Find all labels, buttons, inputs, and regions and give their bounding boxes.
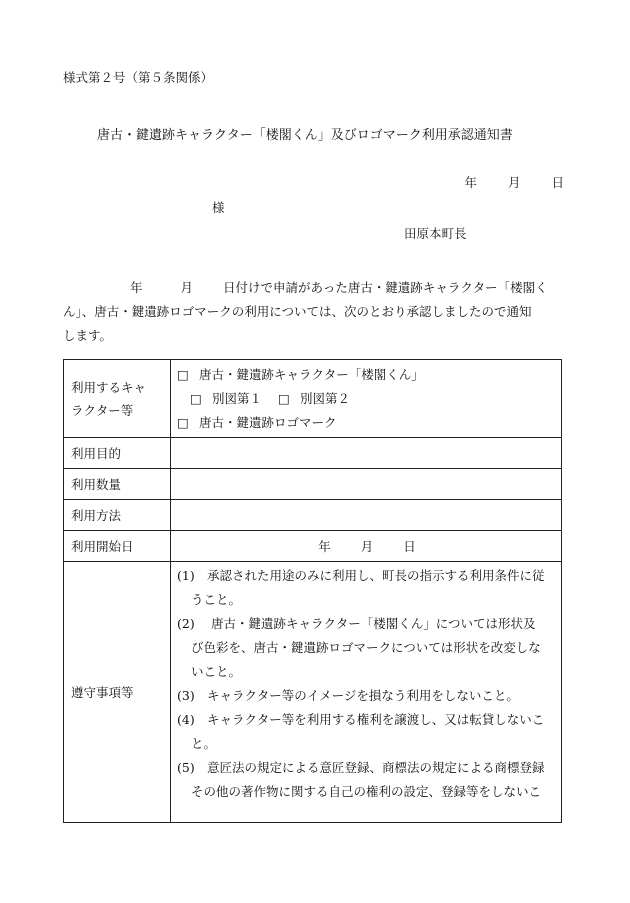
document-title: 唐古・鍵遺跡キャラクター「楼閣くん」及びロゴマーク利用承認通知書 <box>97 128 513 143</box>
notice-body <box>63 276 568 348</box>
checkbox-icon[interactable]: □ <box>177 414 189 430</box>
start-date-field[interactable]: 年 月 日 <box>171 531 562 562</box>
date-day-label: 日 <box>551 175 564 190</box>
table-row-quantity <box>64 469 562 500</box>
table-row-start-date <box>64 531 562 562</box>
rule-item-3: (3) キャラクター等のイメージを損なう利用をしないこと。 <box>177 688 519 703</box>
table-row-purpose <box>64 438 562 469</box>
purpose-field[interactable] <box>171 438 562 469</box>
purpose-label: 利用目的 <box>64 438 171 469</box>
addressee-suffix: 様 <box>212 200 225 215</box>
option-rokaku-kun[interactable]: □ 唐古・鍵遺跡キャラクター「楼閣くん」 <box>177 363 557 387</box>
start-date-label: 利用開始日 <box>64 531 171 562</box>
notice-date <box>464 173 564 191</box>
body-line-3: します。 <box>63 328 113 343</box>
rule-item-5: (5) 意匠法の規定による意匠登録、商標法の規定による商標登録 その他の著作物に関する自己の権利の設定、登録等をしないこ <box>177 760 545 799</box>
body-line-1: 年 月 日付けで申請があった唐古・鍵遺跡キャラクター「楼閣く <box>130 280 548 295</box>
characters-options <box>171 360 562 438</box>
method-field[interactable] <box>171 500 562 531</box>
checkbox-icon[interactable]: □ <box>278 390 290 406</box>
characters-label: 利用するキャ ラクター等 <box>64 360 171 438</box>
table-row-characters <box>64 360 562 438</box>
option-figure-2: 別図第２ <box>300 390 351 406</box>
date-year-label: 年 <box>464 175 477 190</box>
rule-item-2: (2) 唐古・鍵遺跡キャラクター「楼閣くん」については形状及 び色彩を、唐古・鍵遺跡ロゴマークについては形状を改変しな いこと。 <box>177 616 541 679</box>
rule-item-4: (4) キャラクター等を利用する権利を譲渡し、又は転貸しないこ と。 <box>177 712 545 751</box>
issuer-name: 田原本町長 <box>404 226 467 241</box>
rule-item-1: (1) 承認された用途のみに利用し、町長の指示する利用条件に従 うこと。 <box>177 568 545 607</box>
table-row-method <box>64 500 562 531</box>
table-row-rules <box>64 562 562 823</box>
option-logo-mark[interactable]: □ 唐古・鍵遺跡ロゴマーク <box>177 411 557 435</box>
method-label: 利用方法 <box>64 500 171 531</box>
option-figure-1: 別図第１ <box>212 390 263 406</box>
form-number: 様式第２号（第５条関係） <box>63 70 214 85</box>
body-line-2: ん」、唐古・鍵遺跡ロゴマークの利用については、次のとおり承認しましたので通知 <box>63 304 532 319</box>
rules-label: 遵守事項等 <box>64 562 171 823</box>
date-month-label: 月 <box>507 175 521 190</box>
quantity-field[interactable] <box>171 469 562 500</box>
checkbox-icon[interactable]: □ <box>177 366 189 382</box>
rules-list <box>171 562 562 823</box>
approval-table <box>63 359 562 823</box>
option-figures <box>177 387 557 411</box>
quantity-label: 利用数量 <box>64 469 171 500</box>
checkbox-icon[interactable]: □ <box>190 390 202 406</box>
